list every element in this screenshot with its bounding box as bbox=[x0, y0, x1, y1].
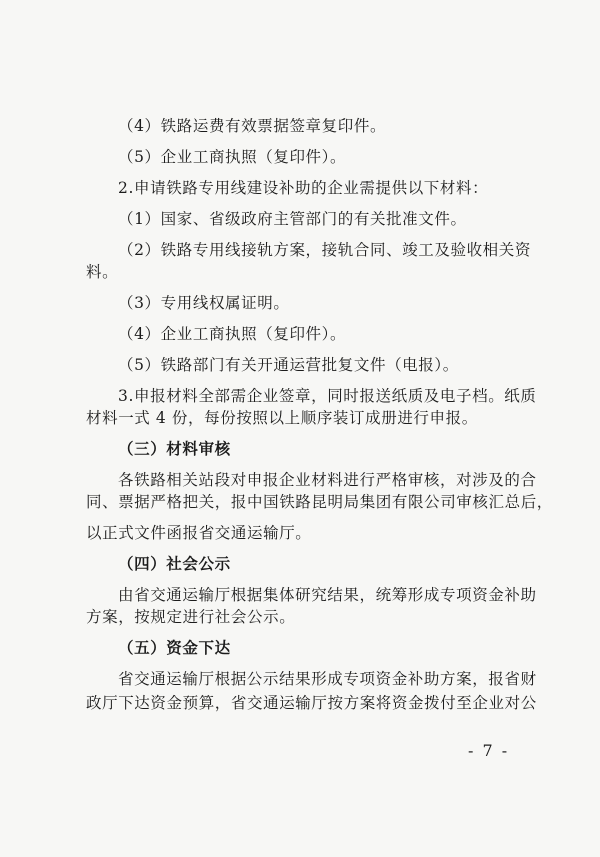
text-line: 政厅下达资金预算，省交通运输厅按方案将资金拨付至企业对公 bbox=[86, 694, 537, 712]
text-line: 以正式文件函报省交通运输厅。 bbox=[86, 524, 312, 542]
text-line: 方案，按规定进行社会公示。 bbox=[86, 608, 296, 626]
text-line: 由省交通运输厅根据集体研究结果，统筹形成专项资金补助 bbox=[118, 586, 537, 604]
text-line: 省交通运输厅根据公示结果形成专项资金补助方案，报省财 bbox=[118, 670, 537, 688]
text-line: 3.申报材料全部需企业签章，同时报送纸质及电子档。纸质 bbox=[118, 387, 537, 405]
text-line: 同、票据严格把关，报中国铁路昆明局集团有限公司审核汇总后， bbox=[86, 493, 553, 511]
text-line: （5）企业工商执照（复印件）。 bbox=[118, 148, 347, 166]
text-line: （5）铁路部门有关开通运营批复文件（电报）。 bbox=[118, 356, 459, 374]
text-line: 料。 bbox=[86, 263, 119, 281]
text-line: （4）企业工商执照（复印件）。 bbox=[118, 325, 347, 343]
text-line: 材料一式 4 份，每份按照以上顺序装订成册进行申报。 bbox=[86, 409, 478, 427]
text-line: （1）国家、省级政府主管部门的有关批准文件。 bbox=[118, 210, 467, 228]
text-line: （4）铁路运费有效票据签章复印件。 bbox=[118, 117, 387, 135]
text-line: 2.申请铁路专用线建设补助的企业需提供以下材料： bbox=[118, 179, 489, 197]
page-number: - 7 - bbox=[468, 741, 510, 760]
text-line: （3）专用线权属证明。 bbox=[118, 294, 290, 312]
section-heading-4: （四）社会公示 bbox=[118, 554, 231, 573]
section-heading-5: （五）资金下达 bbox=[118, 638, 231, 657]
text-line: 各铁路相关站段对申报企业材料进行严格审核，对涉及的合 bbox=[118, 471, 537, 489]
text-line: （2）铁路专用线接轨方案，接轨合同、竣工及验收相关资 bbox=[118, 241, 531, 259]
section-heading-3: （三）材料审核 bbox=[118, 439, 231, 458]
